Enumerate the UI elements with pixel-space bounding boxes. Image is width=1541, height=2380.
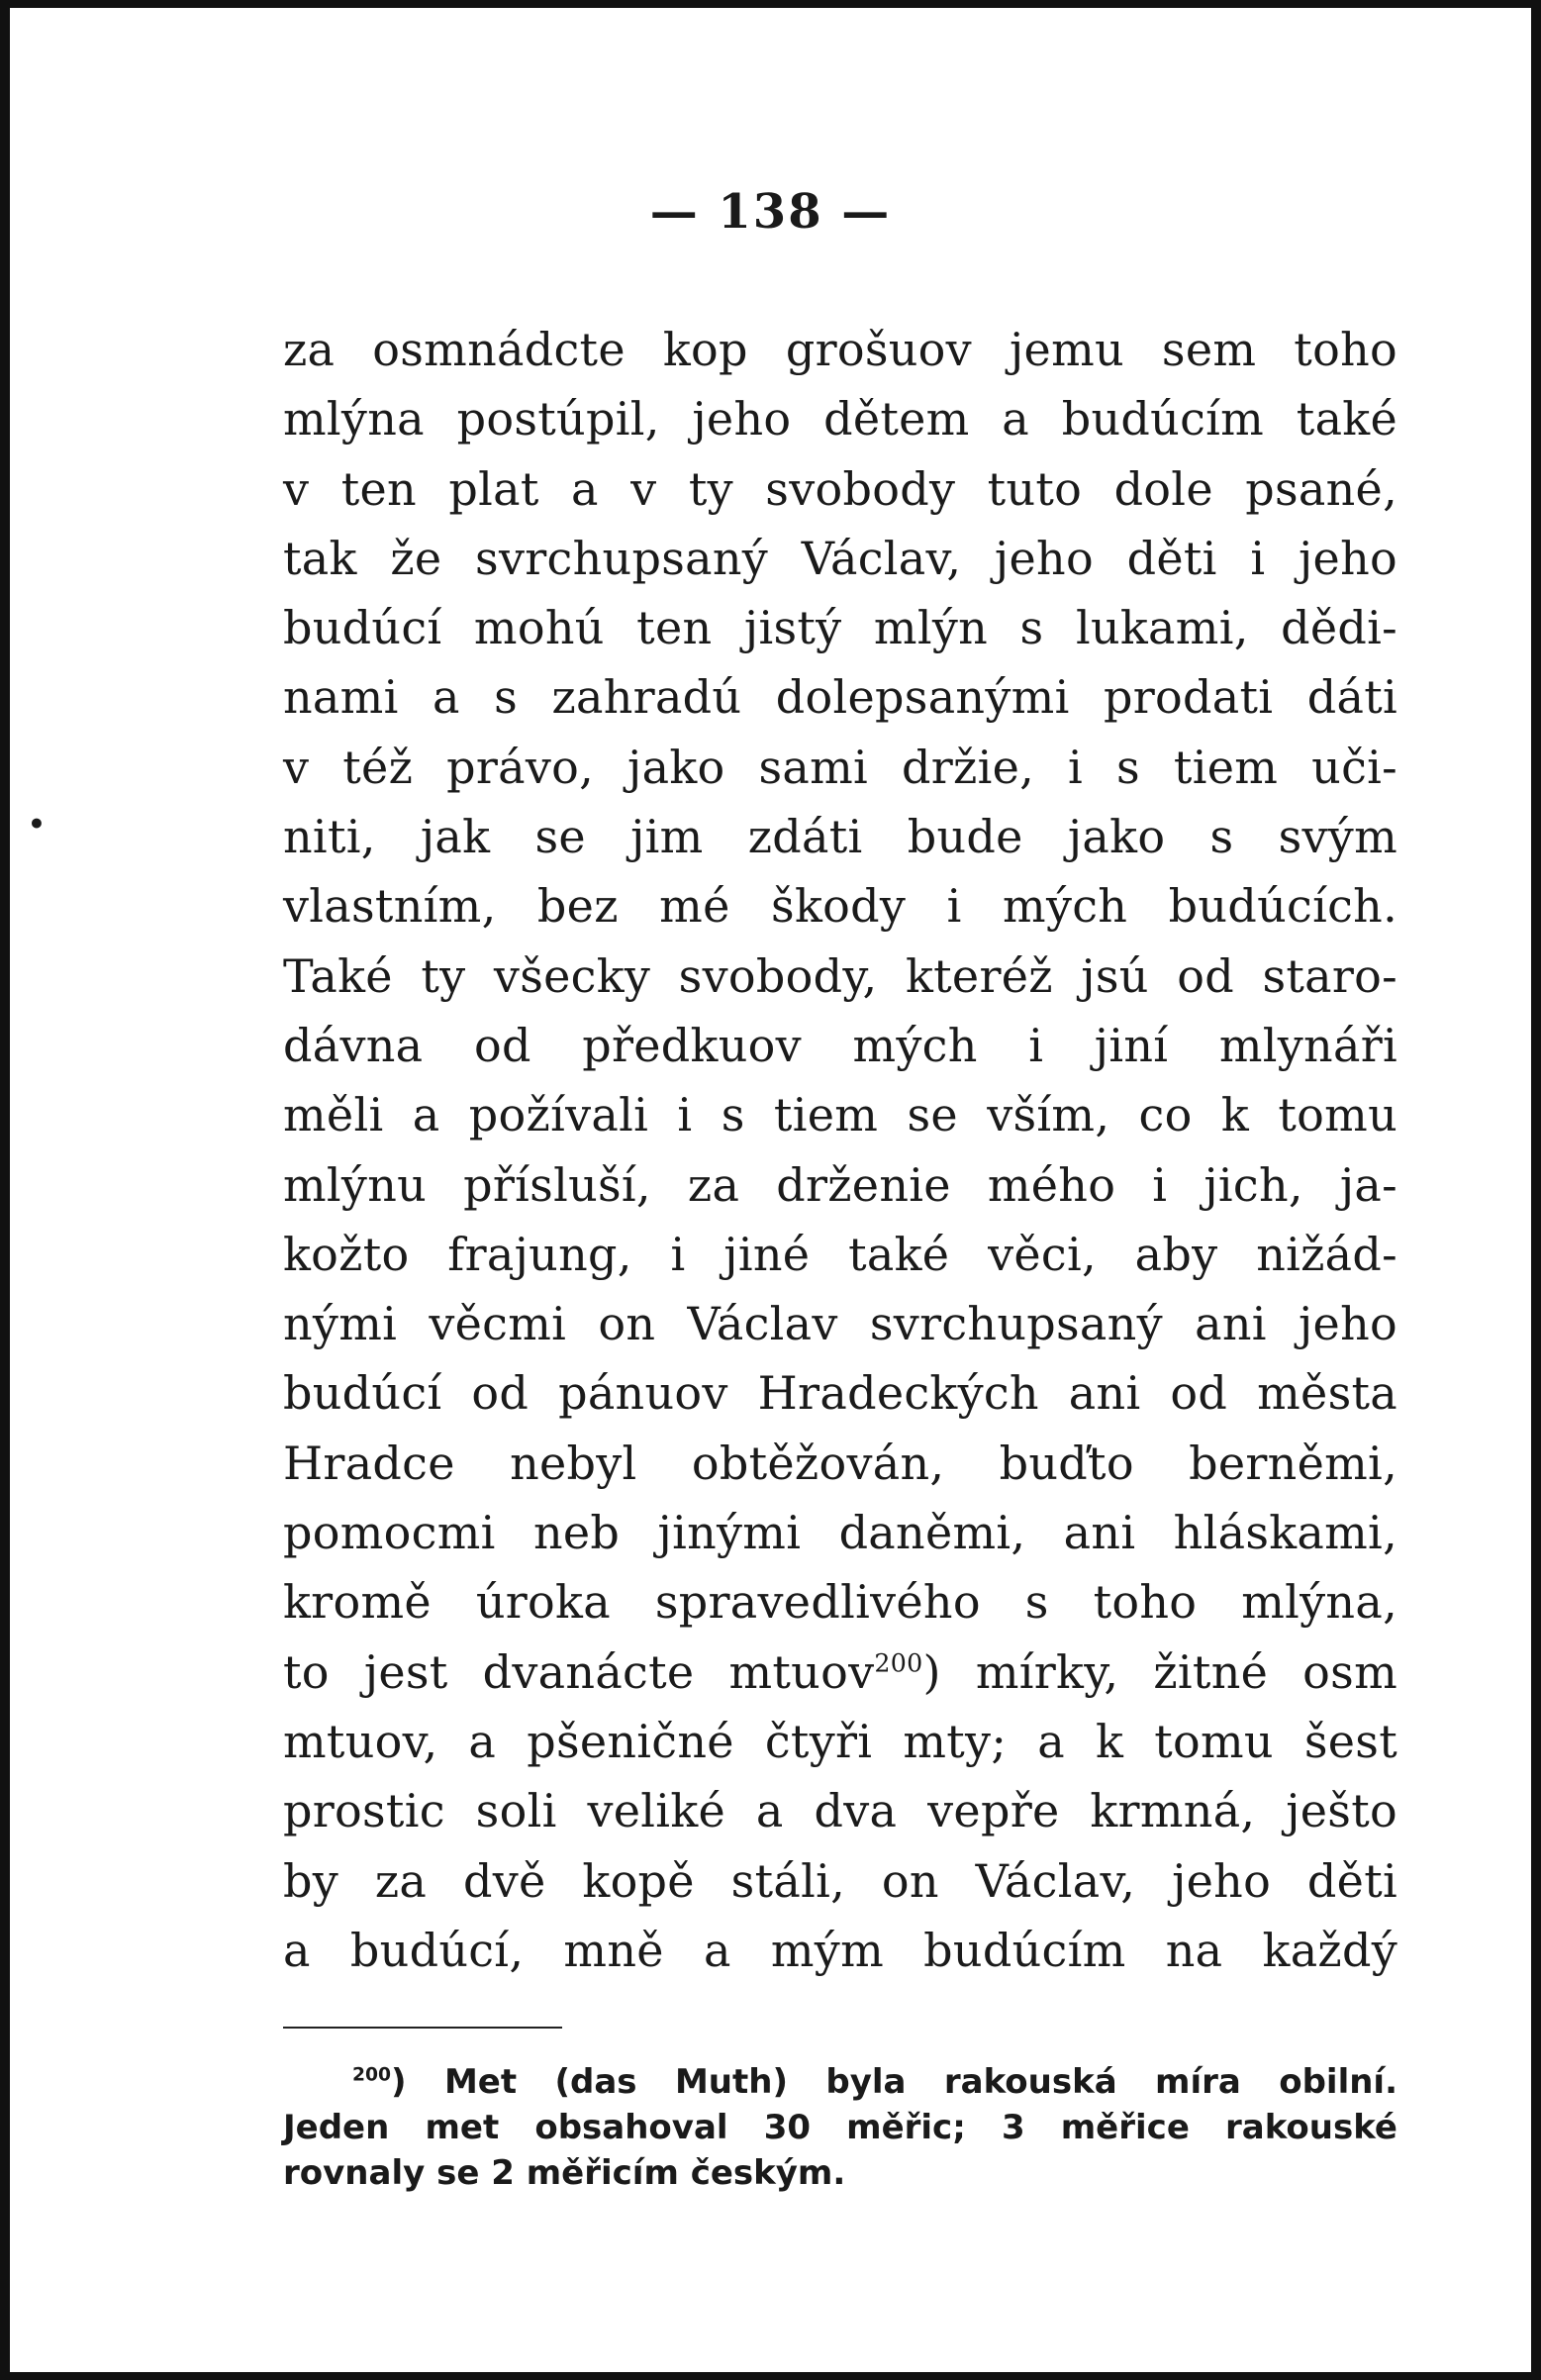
text-line: mlýnu přísluší, za drženie mého i jich, ja- [283,1157,1397,1212]
line-end: ) mírky, žitné osm [922,1644,1397,1699]
scan-border-top [0,0,1541,8]
footnote-marker: 200 [352,2064,392,2086]
stray-mark: • [28,808,46,841]
text-line: mtuov, a pšeničné čtyři mty; a k tomu šest [283,1714,1397,1768]
text-line: pomocmi neb jinými daněmi, ani hláskami, [283,1506,1397,1560]
text-line: vlastním, bez mé škody i mých budúcích. [283,879,1397,934]
text-line: prostic soli veliké a dva vepře krmná, ješto [283,1784,1397,1838]
text-line: nami a s zahradú dolepsanými prodati dáti [283,670,1397,725]
text-line: kromě úroka spravedlivého s toho mlýna, [283,1575,1397,1630]
page-number: — 138 — [649,184,892,240]
text-line: Hradce nebyl obtěžován, buďto berněmi, [283,1436,1397,1490]
footnote-reference: 200 [874,1648,923,1678]
footnote [283,2059,1397,2196]
line-start: to jest dvanácte mtuov [283,1644,875,1699]
text-line: mlýna postúpil, jeho dětem a budúcím také [283,392,1397,446]
text-line: kožto frajung, i jiné také věci, aby nižád- [283,1227,1397,1281]
footnote-divider [283,2027,562,2029]
text-line: tak že svrchupsaný Václav, jeho děti i jeho [283,531,1397,585]
text-line: niti, jak se jim zdáti bude jako s svým [283,810,1397,864]
text-line: měli a požívali i s tiem se vším, co k tomu [283,1088,1397,1142]
text-line: budúcí mohú ten jistý mlýn s lukami, dědi- [283,601,1397,655]
footnote-line: rovnaly se 2 měřicím českým. [283,2153,846,2193]
footnote-line: Jeden met obsahoval 30 měřic; 3 měřice rakouské [283,2108,1397,2147]
footnote-line [283,2059,1397,2105]
text-line: nými věcmi on Václav svrchupsaný ani jeho [283,1297,1397,1351]
body-text [283,315,1397,1985]
text-line: by za dvě kopě stáli, on Václav, jeho děti [283,1853,1397,1908]
text-line: dávna od předkuov mých i jiní mlynáři [283,1018,1397,1072]
scan-border-left [0,0,10,2380]
text-line: a budúcí, mně a mým budúcím na každý [283,1923,1397,1977]
scan-border-right [1531,0,1541,2380]
text-line: v též právo, jako sami držie, i s tiem uči- [283,740,1397,794]
text-line: budúcí od pánuov Hradeckých ani od města [283,1366,1397,1421]
text-line: Také ty všecky svobody, kteréž jsú od staro- [283,948,1397,1003]
text-line: za osmnádcte kop grošuov jemu sem toho [283,323,1397,376]
footnote-text: ) Met (das Muth) byla rakouská míra obilní. [391,2062,1397,2102]
text-line: v ten plat a v ty svobody tuto dole psané, [283,461,1397,516]
scan-border-bottom [0,2372,1541,2380]
text-line-with-footnote-ref [283,1637,1397,1707]
